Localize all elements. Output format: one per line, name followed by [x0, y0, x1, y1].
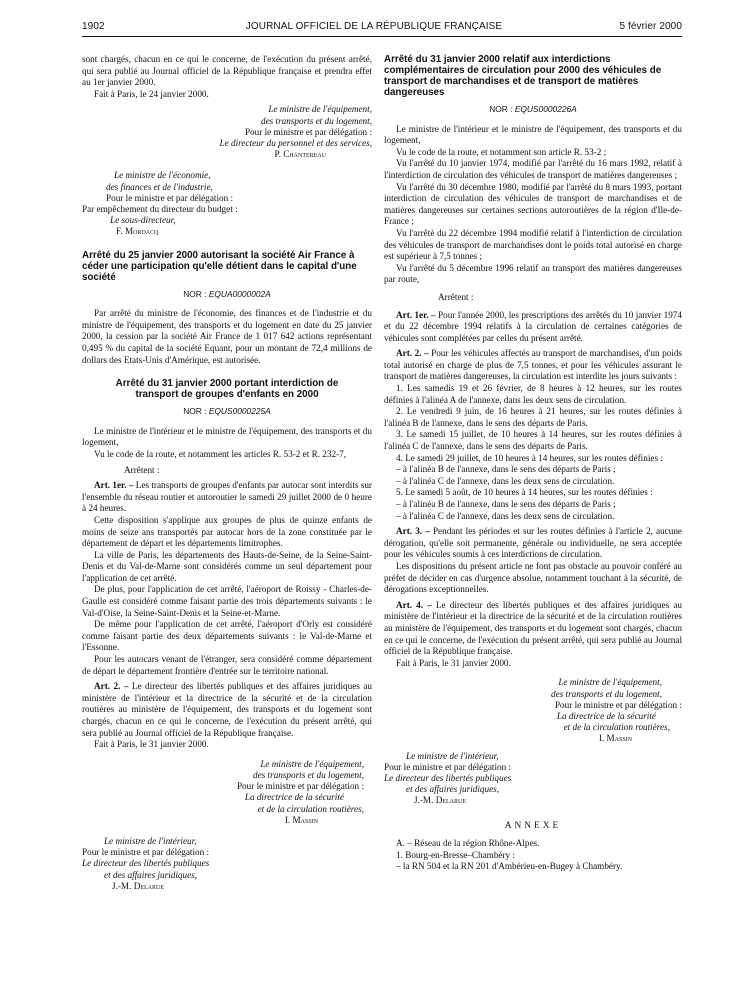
signature-line: des transports et du logement, — [550, 688, 662, 699]
annexe-heading: ANNEXE — [504, 820, 562, 831]
signature-line: Le sous-directeur, — [110, 215, 176, 226]
paragraph: Vu l'arrêté du 10 janvier 1974, modifié par l'arrêté du 16 mars 1992, relatif à l'interdiction de circulation des véhicules de transport de matières dangereuses ; — [384, 158, 682, 180]
page-number: 1902 — [82, 21, 105, 32]
paragraph: Vu le code de la route, et notamment son article R. 53-2 ; — [396, 146, 607, 157]
list-item: 2. Le vendredi 9 juin, de 16 heures à 21 heures, sur les routes définies à l'alinéa B de l'annexe, dans le sens des départs de Paris. — [384, 406, 682, 428]
right-column — [384, 54, 682, 873]
arretent-heading: Arrêtent : — [124, 464, 160, 475]
article-4: Art. 4. – Le directeur des libertés publiques et des affaires juridiques au ministère de l'intérieur et la directrice de la sécurité et de la circulation routières au ministère de l'équipement, des transports et du logement sont chargés, chacun en ce qui le concerne, de l'exécution du présent arrêté, qui sera publié au Journal officiel de la République française. — [384, 599, 682, 657]
signature-line: Par empêchement du directeur du budget : — [82, 204, 238, 214]
signatory-name: I. Massin — [598, 733, 632, 744]
list-item: 5. Le samedi 5 août, de 10 heures à 14 heures, sur les routes définies : — [396, 487, 653, 498]
article-2: Art. 2. – Pour les véhicules affectés au transport de marchandises, d'un poids total autorisé en charge de plus de 7,5 tonnes, et pour les véhicules assurant le transport de matières dangereuses, la circulation est interdite les jours suivants : — [384, 348, 682, 382]
signatory-name: J.-M. Delarue — [414, 795, 466, 806]
annexe-subitem: – la RN 504 et la RN 201 d'Ambérieu-en-Bugey à Chambéry. — [396, 861, 623, 872]
paragraph: Pour les autocars venant de l'étranger, sera considéré comme département de départ le département frontière d'entrée sur le territoire national. — [82, 654, 372, 676]
signature-block-3 — [82, 759, 372, 826]
article-3: Art. 3. – Pendant les périodes et sur les routes définies à l'article 2, aucune dérogation, qu'elle soit permanente, générale ou individuelle, ne sera acceptée pour les véhicules soumis à ces interdictions de circulation. — [384, 526, 682, 560]
signature-line: des transports et du logement, — [260, 115, 372, 126]
list-subitem: – à l'alinéa C de l'annexe, dans les deux sens de circulation. — [396, 475, 615, 486]
decree-body: Par arrêté du ministre de l'économie, des finances et de l'industrie et du ministre de l'équipement, des transports et du logement en date du 25 janvier 2000, la cession par la société Air France de 1 017 642 actions représentant 0,495 % du capital de la société Equant, pour un montant de 72,4 millions de dollars des Etats-Unis d'Amérique, est autorisée. — [82, 308, 372, 365]
list-subitem: – à l'alinéa B de l'annexe, dans le sens des départs de Paris ; — [396, 464, 616, 475]
paragraph: Les dispositions du présent article ne font pas obstacle au pouvoir conféré au préfet de décider en cas d'urgence absolue, notamment touchant à la sécurité, de dérogations exceptionnelles. — [384, 560, 682, 595]
signature-line: et des affaires juridiques, — [406, 784, 500, 795]
decree-title-air-france: Arrêté du 25 janvier 2000 autorisant la société Air France à céder une participation qu'elle détient dans le capital d'une société — [82, 249, 357, 283]
signature-line: Pour le ministre et par délégation : — [384, 761, 512, 772]
decree-title-goods-transport: Arrêté du 31 janvier 2000 relatif aux interdictions complémentaires de circulation pour 2000 des véhicules de transport de marchandises et de transport de matières dangereuses — [384, 54, 662, 98]
decree-title-child-groups: Arrêté du 31 janvier 2000 portant interdiction de transport de groupes d'enfants en 2000 — [115, 378, 339, 401]
list-subitem: – à l'alinéa C de l'annexe, dans les deux sens de circulation. — [396, 510, 615, 521]
signature-line: et de la circulation routières, — [257, 803, 364, 814]
annexe-section: A. – Réseau de la région Rhône-Alpes. — [396, 838, 540, 849]
signature-block-5 — [384, 677, 682, 744]
signature-line: Le ministre de l'équipement, — [268, 104, 372, 115]
signature-line: Le directeur des libertés publiques — [82, 858, 210, 869]
issue-date: 5 février 2000 — [619, 21, 682, 32]
signature-line: La directrice de la sécurité — [556, 710, 656, 721]
paragraph: De plus, pour l'application de cet arrêté, l'aéroport de Roissy - Charles-de-Gaulle est considéré comme faisant partie des trois départements suivants : le Val-d'Oise, la Seine-Saint-Denis et la Seine-et-Marne. — [82, 584, 372, 618]
signature-line: Pour le ministre et par délégation : — [82, 847, 210, 858]
nor-reference: NOR : EQUS0000225A — [183, 406, 271, 417]
paragraph: La ville de Paris, les départements des Hauts-de-Seine, de la Seine-Saint-Denis et du Val-de-Marne sont considérés comme un seul département pour l'application de cet arrêté. — [82, 549, 372, 583]
list-subitem: – à l'alinéa B de l'annexe, dans le sens des départs de Paris ; — [396, 499, 616, 509]
paragraph: Vu l'arrêté du 5 décembre 1996 relatif au transport des matières dangereuses par route, — [384, 262, 682, 285]
paragraph: De même pour l'application de cet arrêté, l'aéroport d'Orly est considéré comme faisant partie des deux départements suivants : le Val-de-Marne et l'Essonne. — [82, 619, 372, 653]
done-at-paris-1: Fait à Paris, le 24 janvier 2000. — [94, 88, 209, 99]
signature-line: Le ministre de l'intérieur, — [406, 750, 499, 761]
signature-line: Pour le ministre et par délégation : — [106, 192, 234, 203]
signature-line: La directrice de la sécurité — [244, 792, 344, 803]
article-1: Art. 1er. – Pour l'année 2000, les prescriptions des arrêtés du 10 janvier 1974 et du 22 décembre 1994 relatifs à la circulation de certaines catégories de véhicules sont complétées par celles du présent arrêté. — [384, 309, 682, 343]
signature-line: Le ministre de l'intérieur, — [104, 836, 197, 847]
signature-line: Le ministre de l'équipement, — [260, 758, 364, 769]
signature-line: Le ministre de l'économie, — [114, 170, 211, 181]
signatory-name: J.-M. Delarue — [112, 880, 164, 891]
paragraph: Cette disposition s'applique aux groupes de plus de quinze enfants de moins de seize ans transportés par autocar hors de la zone constituée par le département de départ et les départements limitrophes. — [82, 514, 372, 549]
nor-reference: NOR : EQUA0000002A — [183, 288, 271, 299]
header-rule — [82, 36, 682, 37]
signature-block-6 — [384, 751, 682, 807]
signature-block-4 — [82, 836, 372, 892]
paragraph: Le ministre de l'intérieur et le ministre de l'équipement, des transports et du logement, — [384, 123, 682, 146]
signatory-name: P. Chantereau — [274, 149, 326, 160]
signature-line: Le ministre de l'équipement, — [558, 677, 662, 688]
done-at-paris-3: Fait à Paris, le 31 janvier 2000. — [396, 657, 511, 668]
annexe-item: 1. Bourg-en-Bresse–Chambéry : — [396, 849, 515, 860]
done-at-paris-2: Fait à Paris, le 31 janvier 2000. — [94, 739, 209, 750]
list-item: 1. Les samedis 19 et 26 février, de 8 heures à 12 heures, sur les routes définies à l'alinéa A de l'annexe, dans les deux sens de circulation. — [384, 383, 682, 405]
signature-block-1 — [82, 104, 372, 160]
left-column — [82, 54, 372, 892]
article-1: Art. 1er. – Les transports de groupes d'enfants par autocar sont interdits sur l'ensemble du réseau routier et autoroutier le samedi 29 juillet 2000 de 0 heure à 24 heures. — [82, 480, 372, 514]
nor-reference: NOR : EQUS0000226A — [489, 104, 577, 114]
continuation-paragraph: sont chargés, chacun en ce qui le concerne, de l'exécution du présent arrêté, qui sera publié au Journal officiel de la République française et prendra effet au 1er janvier 2000. — [82, 54, 372, 88]
signatory-name: I. Massin — [284, 814, 318, 825]
signature-line: Le directeur du personnel et des services, — [219, 137, 372, 148]
signature-line: et de la circulation routières, — [563, 722, 670, 733]
list-item: 3. Le samedi 15 juillet, de 10 heures à 14 heures, sur les routes définies à l'alinéa C de l'annexe, dans le sens des départs de Paris. — [384, 429, 682, 452]
signature-line: des finances et de l'industrie, — [106, 181, 213, 192]
arretent-heading: Arrêtent : — [438, 291, 474, 302]
article-2: Art. 2. – Le directeur des libertés publiques et des affaires juridiques au ministère de l'intérieur et la directrice de la sécurité et de la circulation routières au ministère de l'équipement, des transports et du logement sont chargés, chacun en ce qui le concerne, de l'exécution du présent arrêté, qui sera publié au Journal officiel de la République française. — [82, 681, 372, 738]
signatory-name: F. Mordacq — [116, 226, 159, 237]
signature-line: et des affaires juridiques, — [104, 869, 198, 880]
page-header — [0, 0, 748, 40]
journal-title: JOURNAL OFFICIEL DE LA RÉPUBLIQUE FRANÇAISE — [245, 21, 503, 32]
signature-line: Pour le ministre et par délégation : — [236, 781, 364, 792]
signature-line: Le directeur des libertés publiques — [384, 772, 512, 783]
paragraph: Vu l'arrêté du 22 décembre 1994 modifié relatif à l'interdiction de circulation des véhicules de transport de marchandises dont le poids total autorisé en charge est supérieur à 7,5 tonnes ; — [384, 227, 682, 262]
signature-line: Pour le ministre et par délégation : — [554, 699, 682, 710]
paragraph: Vu l'arrêté du 30 décembre 1980, modifié par l'arrêté du 8 mars 1993, portant interdiction de circulation des véhicules de transport de marchandises et de matières dangereuses sur certaines sections autoroutières de la région d'Ile-de-France ; — [384, 181, 682, 227]
signature-line: Pour le ministre et par délégation : — [244, 126, 372, 137]
signature-block-2 — [82, 170, 372, 237]
paragraph: Vu le code de la route, et notamment les articles R. 53-2 et R. 232-7, — [94, 448, 347, 459]
list-item: 4. Le samedi 29 juillet, de 10 heures à 14 heures, sur les routes définies : — [396, 452, 663, 463]
paragraph: Le ministre de l'intérieur et le ministre de l'équipement, des transports et du logement, — [82, 425, 372, 448]
signature-line: des transports et du logement, — [252, 770, 364, 780]
